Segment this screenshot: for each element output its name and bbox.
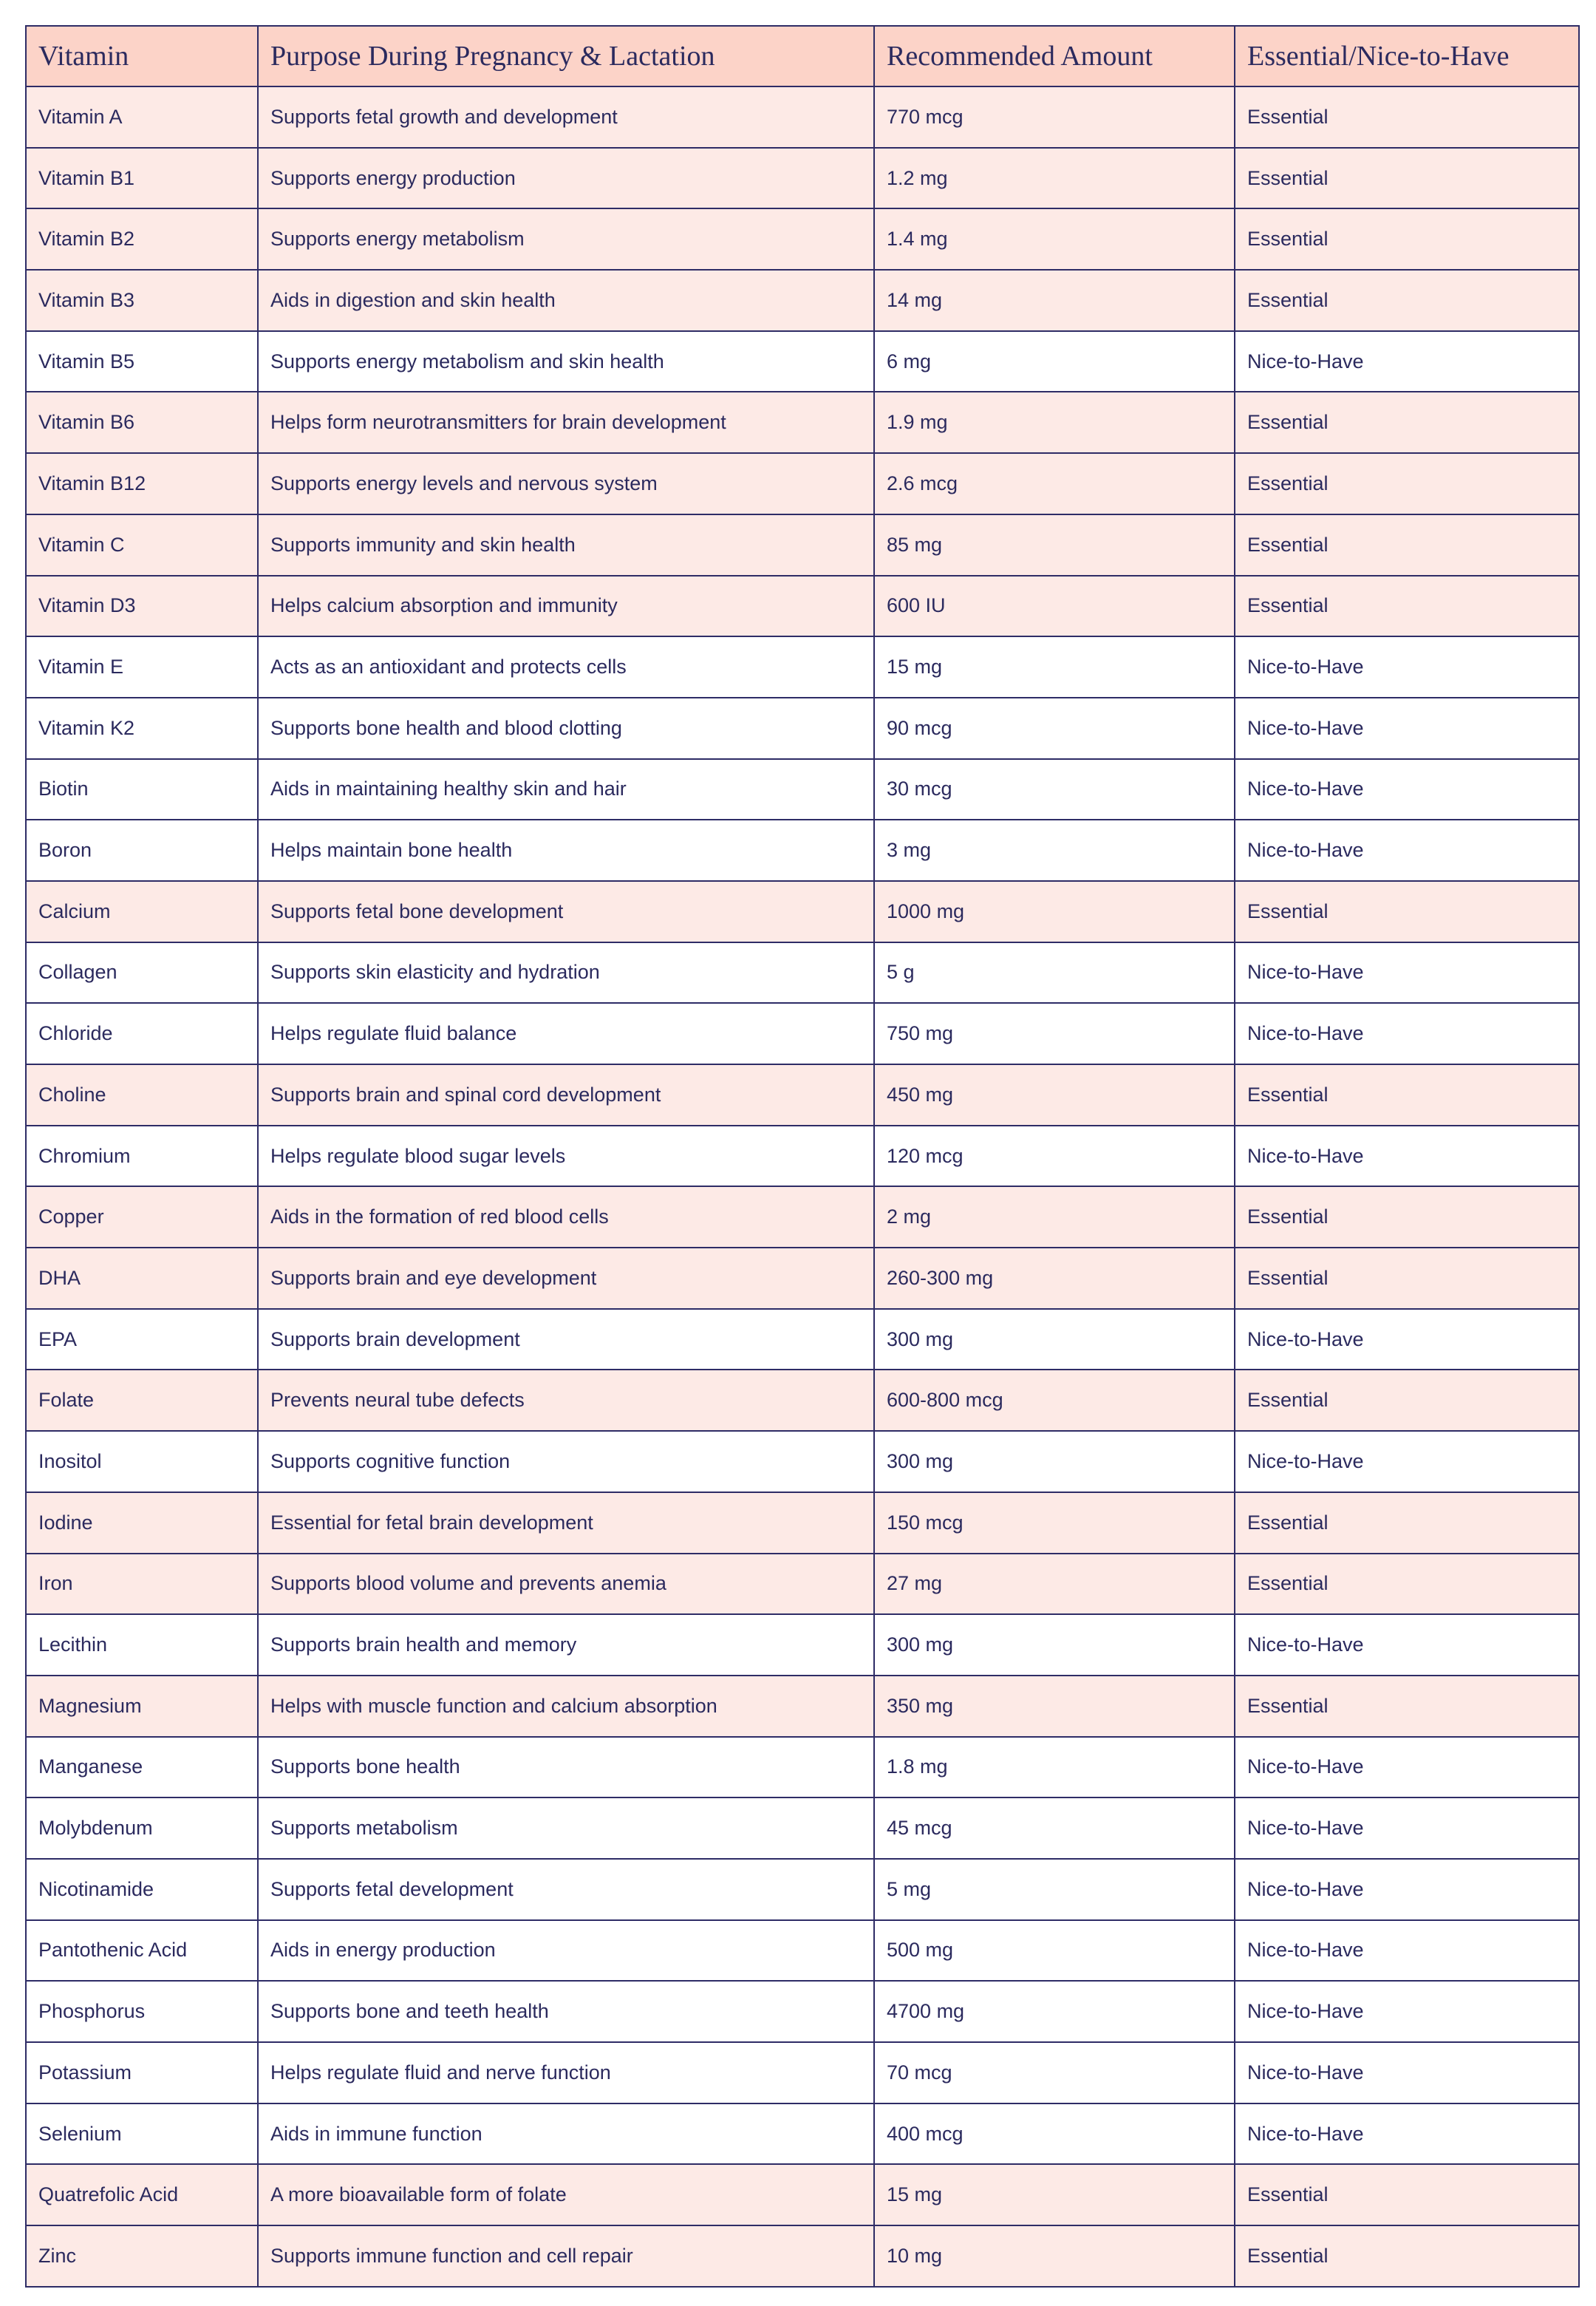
vitamin-cell: Potassium bbox=[26, 2042, 258, 2103]
vitamin-cell: Copper bbox=[26, 1186, 258, 1248]
table-row bbox=[26, 1126, 1579, 1187]
amount-cell: 70 mcg bbox=[874, 2042, 1235, 2103]
table-row bbox=[26, 2042, 1579, 2103]
table-row bbox=[26, 2103, 1579, 2165]
amount-cell: 45 mcg bbox=[874, 1797, 1235, 1859]
table-row bbox=[26, 759, 1579, 820]
purpose-cell: Supports energy levels and nervous system bbox=[258, 453, 874, 514]
status-cell: Essential bbox=[1235, 514, 1579, 576]
vitamin-cell: Vitamin D3 bbox=[26, 576, 258, 637]
status-cell: Nice-to-Have bbox=[1235, 1981, 1579, 2042]
amount-cell: 400 mcg bbox=[874, 2103, 1235, 2165]
amount-cell: 2.6 mcg bbox=[874, 453, 1235, 514]
vitamin-cell: Manganese bbox=[26, 1737, 258, 1798]
status-cell: Essential bbox=[1235, 1676, 1579, 1737]
status-cell: Nice-to-Have bbox=[1235, 759, 1579, 820]
vitamin-cell: Chloride bbox=[26, 1003, 258, 1064]
status-cell: Essential bbox=[1235, 1370, 1579, 1431]
vitamin-cell: Zinc bbox=[26, 2225, 258, 2287]
table-row bbox=[26, 1248, 1579, 1309]
purpose-cell: Supports fetal bone development bbox=[258, 881, 874, 942]
vitamin-cell: Collagen bbox=[26, 942, 258, 1004]
amount-cell: 3 mg bbox=[874, 820, 1235, 881]
table-header bbox=[26, 26, 1579, 86]
amount-cell: 90 mcg bbox=[874, 698, 1235, 759]
amount-cell: 85 mg bbox=[874, 514, 1235, 576]
purpose-cell: Supports fetal development bbox=[258, 1859, 874, 1920]
purpose-cell: Supports metabolism bbox=[258, 1797, 874, 1859]
purpose-cell: Supports fetal growth and development bbox=[258, 86, 874, 148]
purpose-cell: Supports immune function and cell repair bbox=[258, 2225, 874, 2287]
status-cell: Nice-to-Have bbox=[1235, 2042, 1579, 2103]
status-cell: Essential bbox=[1235, 1064, 1579, 1126]
amount-cell: 600-800 mcg bbox=[874, 1370, 1235, 1431]
table-row bbox=[26, 453, 1579, 514]
status-cell: Nice-to-Have bbox=[1235, 1431, 1579, 1492]
vitamin-cell: Vitamin E bbox=[26, 636, 258, 698]
purpose-cell: Supports bone health bbox=[258, 1737, 874, 1798]
purpose-cell: Supports energy metabolism and skin health bbox=[258, 331, 874, 392]
vitamin-cell: Vitamin B1 bbox=[26, 148, 258, 209]
amount-cell: 6 mg bbox=[874, 331, 1235, 392]
amount-cell: 2 mg bbox=[874, 1186, 1235, 1248]
purpose-cell: Aids in energy production bbox=[258, 1920, 874, 1982]
table-row bbox=[26, 942, 1579, 1004]
status-cell: Nice-to-Have bbox=[1235, 1614, 1579, 1676]
amount-cell: 4700 mg bbox=[874, 1981, 1235, 2042]
table-row bbox=[26, 1920, 1579, 1982]
vitamin-cell: Vitamin K2 bbox=[26, 698, 258, 759]
vitamin-cell: Pantothenic Acid bbox=[26, 1920, 258, 1982]
table-row bbox=[26, 1676, 1579, 1737]
amount-cell: 5 mg bbox=[874, 1859, 1235, 1920]
vitamin-cell: Vitamin B6 bbox=[26, 392, 258, 453]
table-row bbox=[26, 514, 1579, 576]
purpose-cell: Supports cognitive function bbox=[258, 1431, 874, 1492]
purpose-cell: Supports energy metabolism bbox=[258, 208, 874, 270]
purpose-cell: Aids in immune function bbox=[258, 2103, 874, 2165]
vitamin-cell: Calcium bbox=[26, 881, 258, 942]
amount-cell: 15 mg bbox=[874, 2164, 1235, 2225]
status-cell: Nice-to-Have bbox=[1235, 1126, 1579, 1187]
vitamin-cell: Vitamin B2 bbox=[26, 208, 258, 270]
vitamin-table bbox=[25, 25, 1580, 2288]
table-row bbox=[26, 2164, 1579, 2225]
status-cell: Nice-to-Have bbox=[1235, 1859, 1579, 1920]
amount-cell: 1.8 mg bbox=[874, 1737, 1235, 1798]
purpose-cell: Aids in the formation of red blood cells bbox=[258, 1186, 874, 1248]
vitamin-cell: Inositol bbox=[26, 1431, 258, 1492]
table-row bbox=[26, 698, 1579, 759]
vitamin-cell: Boron bbox=[26, 820, 258, 881]
status-cell: Nice-to-Have bbox=[1235, 1920, 1579, 1982]
amount-cell: 5 g bbox=[874, 942, 1235, 1004]
table-row bbox=[26, 86, 1579, 148]
amount-cell: 750 mg bbox=[874, 1003, 1235, 1064]
amount-cell: 27 mg bbox=[874, 1554, 1235, 1615]
status-cell: Essential bbox=[1235, 208, 1579, 270]
table-row bbox=[26, 331, 1579, 392]
purpose-cell: Supports blood volume and prevents anemia bbox=[258, 1554, 874, 1615]
vitamin-cell: Phosphorus bbox=[26, 1981, 258, 2042]
vitamin-cell: Vitamin B3 bbox=[26, 270, 258, 331]
status-cell: Essential bbox=[1235, 1248, 1579, 1309]
amount-cell: 1.9 mg bbox=[874, 392, 1235, 453]
table-row bbox=[26, 1003, 1579, 1064]
header-vitamin: Vitamin bbox=[26, 26, 258, 86]
vitamin-cell: Lecithin bbox=[26, 1614, 258, 1676]
table-row bbox=[26, 1431, 1579, 1492]
status-cell: Nice-to-Have bbox=[1235, 820, 1579, 881]
amount-cell: 300 mg bbox=[874, 1614, 1235, 1676]
status-cell: Essential bbox=[1235, 2164, 1579, 2225]
amount-cell: 770 mcg bbox=[874, 86, 1235, 148]
table-row bbox=[26, 881, 1579, 942]
table-row bbox=[26, 1737, 1579, 1798]
purpose-cell: Supports brain and eye development bbox=[258, 1248, 874, 1309]
amount-cell: 300 mg bbox=[874, 1431, 1235, 1492]
status-cell: Nice-to-Have bbox=[1235, 698, 1579, 759]
amount-cell: 1.4 mg bbox=[874, 208, 1235, 270]
purpose-cell: Helps maintain bone health bbox=[258, 820, 874, 881]
purpose-cell: Acts as an antioxidant and protects cells bbox=[258, 636, 874, 698]
vitamin-cell: Biotin bbox=[26, 759, 258, 820]
status-cell: Essential bbox=[1235, 270, 1579, 331]
vitamin-cell: Selenium bbox=[26, 2103, 258, 2165]
purpose-cell: Supports bone health and blood clotting bbox=[258, 698, 874, 759]
table-row bbox=[26, 1492, 1579, 1554]
amount-cell: 260-300 mg bbox=[874, 1248, 1235, 1309]
purpose-cell: A more bioavailable form of folate bbox=[258, 2164, 874, 2225]
header-recommended-amount: Recommended Amount bbox=[874, 26, 1235, 86]
header-purpose: Purpose During Pregnancy & Lactation bbox=[258, 26, 874, 86]
vitamin-cell: Vitamin B5 bbox=[26, 331, 258, 392]
amount-cell: 15 mg bbox=[874, 636, 1235, 698]
purpose-cell: Supports energy production bbox=[258, 148, 874, 209]
purpose-cell: Supports brain and spinal cord development bbox=[258, 1064, 874, 1126]
purpose-cell: Supports bone and teeth health bbox=[258, 1981, 874, 2042]
amount-cell: 350 mg bbox=[874, 1676, 1235, 1737]
amount-cell: 120 mcg bbox=[874, 1126, 1235, 1187]
purpose-cell: Helps regulate fluid balance bbox=[258, 1003, 874, 1064]
amount-cell: 600 IU bbox=[874, 576, 1235, 637]
vitamin-cell: Molybdenum bbox=[26, 1797, 258, 1859]
amount-cell: 30 mcg bbox=[874, 759, 1235, 820]
vitamin-cell: Nicotinamide bbox=[26, 1859, 258, 1920]
status-cell: Nice-to-Have bbox=[1235, 942, 1579, 1004]
header-row bbox=[26, 26, 1579, 86]
purpose-cell: Helps regulate blood sugar levels bbox=[258, 1126, 874, 1187]
table-row bbox=[26, 1370, 1579, 1431]
purpose-cell: Supports immunity and skin health bbox=[258, 514, 874, 576]
status-cell: Essential bbox=[1235, 1186, 1579, 1248]
table-row bbox=[26, 1859, 1579, 1920]
table-row bbox=[26, 1064, 1579, 1126]
purpose-cell: Supports brain development bbox=[258, 1309, 874, 1370]
status-cell: Nice-to-Have bbox=[1235, 331, 1579, 392]
header-essential-status: Essential/Nice-to-Have bbox=[1235, 26, 1579, 86]
purpose-cell: Helps calcium absorption and immunity bbox=[258, 576, 874, 637]
status-cell: Essential bbox=[1235, 1492, 1579, 1554]
status-cell: Essential bbox=[1235, 148, 1579, 209]
status-cell: Essential bbox=[1235, 86, 1579, 148]
table-row bbox=[26, 392, 1579, 453]
vitamin-cell: Quatrefolic Acid bbox=[26, 2164, 258, 2225]
table-row bbox=[26, 208, 1579, 270]
status-cell: Essential bbox=[1235, 392, 1579, 453]
vitamin-cell: Folate bbox=[26, 1370, 258, 1431]
vitamin-table-container bbox=[25, 25, 1578, 2288]
amount-cell: 150 mcg bbox=[874, 1492, 1235, 1554]
status-cell: Nice-to-Have bbox=[1235, 1797, 1579, 1859]
purpose-cell: Aids in digestion and skin health bbox=[258, 270, 874, 331]
status-cell: Essential bbox=[1235, 2225, 1579, 2287]
amount-cell: 500 mg bbox=[874, 1920, 1235, 1982]
table-row bbox=[26, 270, 1579, 331]
purpose-cell: Helps form neurotransmitters for brain development bbox=[258, 392, 874, 453]
purpose-cell: Aids in maintaining healthy skin and hair bbox=[258, 759, 874, 820]
amount-cell: 10 mg bbox=[874, 2225, 1235, 2287]
table-row bbox=[26, 1554, 1579, 1615]
status-cell: Essential bbox=[1235, 453, 1579, 514]
status-cell: Nice-to-Have bbox=[1235, 1003, 1579, 1064]
amount-cell: 300 mg bbox=[874, 1309, 1235, 1370]
purpose-cell: Helps with muscle function and calcium absorption bbox=[258, 1676, 874, 1737]
status-cell: Essential bbox=[1235, 881, 1579, 942]
table-row bbox=[26, 1309, 1579, 1370]
amount-cell: 450 mg bbox=[874, 1064, 1235, 1126]
vitamin-cell: Magnesium bbox=[26, 1676, 258, 1737]
vitamin-cell: Iron bbox=[26, 1554, 258, 1615]
purpose-cell: Prevents neural tube defects bbox=[258, 1370, 874, 1431]
purpose-cell: Supports skin elasticity and hydration bbox=[258, 942, 874, 1004]
vitamin-cell: Choline bbox=[26, 1064, 258, 1126]
purpose-cell: Helps regulate fluid and nerve function bbox=[258, 2042, 874, 2103]
amount-cell: 1000 mg bbox=[874, 881, 1235, 942]
status-cell: Nice-to-Have bbox=[1235, 636, 1579, 698]
table-row bbox=[26, 636, 1579, 698]
table-row bbox=[26, 1797, 1579, 1859]
vitamin-cell: Vitamin B12 bbox=[26, 453, 258, 514]
vitamin-cell: Chromium bbox=[26, 1126, 258, 1187]
table-row bbox=[26, 1981, 1579, 2042]
table-row bbox=[26, 148, 1579, 209]
table-row bbox=[26, 2225, 1579, 2287]
table-row bbox=[26, 576, 1579, 637]
table-row bbox=[26, 1614, 1579, 1676]
purpose-cell: Essential for fetal brain development bbox=[258, 1492, 874, 1554]
vitamin-cell: Vitamin A bbox=[26, 86, 258, 148]
status-cell: Nice-to-Have bbox=[1235, 2103, 1579, 2165]
vitamin-cell: EPA bbox=[26, 1309, 258, 1370]
amount-cell: 14 mg bbox=[874, 270, 1235, 331]
table-row bbox=[26, 1186, 1579, 1248]
table-row bbox=[26, 820, 1579, 881]
purpose-cell: Supports brain health and memory bbox=[258, 1614, 874, 1676]
amount-cell: 1.2 mg bbox=[874, 148, 1235, 209]
status-cell: Nice-to-Have bbox=[1235, 1737, 1579, 1798]
vitamin-cell: Vitamin C bbox=[26, 514, 258, 576]
status-cell: Essential bbox=[1235, 576, 1579, 637]
table-body bbox=[26, 86, 1579, 2287]
vitamin-cell: Iodine bbox=[26, 1492, 258, 1554]
status-cell: Nice-to-Have bbox=[1235, 1309, 1579, 1370]
vitamin-cell: DHA bbox=[26, 1248, 258, 1309]
status-cell: Essential bbox=[1235, 1554, 1579, 1615]
